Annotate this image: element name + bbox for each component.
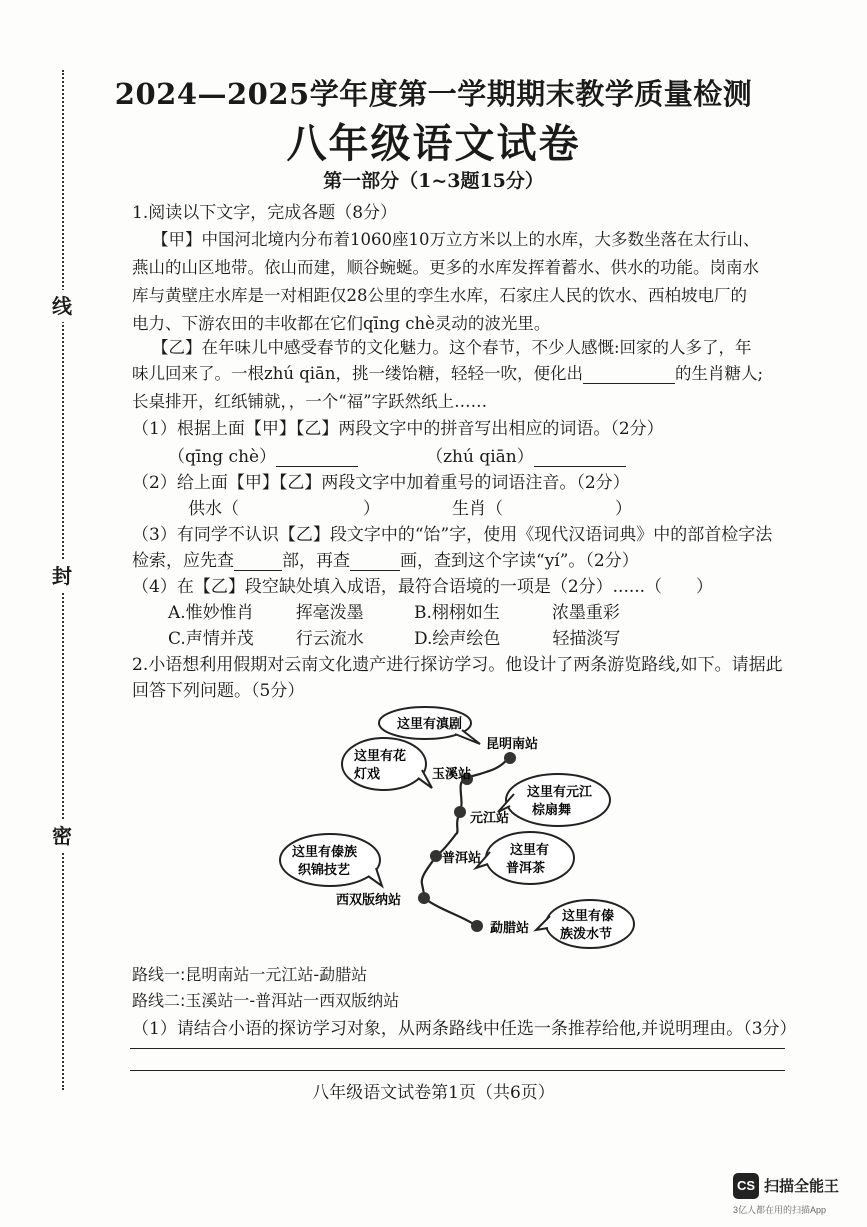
station-dot-yuanjiang <box>454 806 466 818</box>
q1-sub2-answers <box>188 494 632 519</box>
answer-blank-zhuqian[interactable] <box>534 450 626 467</box>
bubble-zhijin <box>280 834 382 886</box>
option-c[interactable] <box>168 624 364 649</box>
stroke-blank[interactable] <box>350 554 400 571</box>
bubble-huadeng-text-2: 灯戏 <box>354 767 381 782</box>
route-map <box>270 700 640 950</box>
station-kunming: 昆明南站 <box>486 737 539 752</box>
answer-line-2[interactable] <box>130 1070 785 1071</box>
bubble-zongshanwu-text-1: 这里有元江 <box>527 785 593 800</box>
q1-sub1-answers <box>168 442 626 467</box>
q1-sub4: （4）在【乙】段空缺处填入成语，最符合语境的一项是（2分）......（ ） <box>132 577 714 597</box>
q2-stem-1: 2.小语想利用假期对云南文化遗产进行探访学习。他设计了两条游览路线,如下。请据此 <box>132 655 783 675</box>
station-dot-kunming <box>504 752 516 764</box>
jia-line-3: 库与黄壁庄水库是一对相距仅28公里的孪生水库，石家庄人民的饮水、西柏坡电厂的 <box>132 286 747 305</box>
option-b[interactable] <box>414 598 620 623</box>
bubble-puercha-text-2: 普洱茶 <box>506 861 546 876</box>
option-b-text: 浓墨重彩 <box>551 603 620 623</box>
word-gongshui: 供水（ <box>188 499 239 519</box>
word-shengxiao: 生肖（ <box>452 499 503 519</box>
bubble-zongshanwu <box>498 774 610 826</box>
station-xishuangbanna: 西双版纳站 <box>336 893 402 908</box>
station-dot-puer <box>430 850 442 862</box>
option-d-text: 轻描淡写 <box>552 629 621 649</box>
jia-line-1: 【甲】中国河北境内分布着1060座10万立方米以上的水库，大多数坐落在太行山、 <box>152 230 760 249</box>
q2-sub1: （1）请结合小语的探访学习对象，从两条路线中任选一条推荐给他,并说明理由。（3分） <box>132 1019 797 1039</box>
q1-sub3-line2 <box>132 546 639 571</box>
radical-blank[interactable] <box>234 554 282 571</box>
jia-line-4: 电力、下游农田的丰收都在它们qīng chè灵动的波光里。 <box>132 314 551 333</box>
station-yuanjiang: 元江站 <box>470 811 510 826</box>
jia-line-2: 燕山的山区地带。依山而建，顺谷蜿蜒。更多的水库发挥着蓄水、供水的功能。岗南水 <box>132 258 759 277</box>
binding-char-mi: 密 <box>46 820 78 852</box>
sub3-text-2: 部，再查 <box>282 551 350 571</box>
page-footer: 八年级语文试卷第1页（共6页） <box>312 1083 555 1103</box>
pinyin-qingche: （qīng chè） <box>168 447 277 467</box>
route-1: 路线一:昆明南站一元江站-勐腊站 <box>132 965 368 984</box>
option-a-label: A.惟妙惟肖 <box>168 603 254 623</box>
option-d[interactable] <box>414 624 620 649</box>
scanner-brand: 扫描全能王 <box>764 1178 840 1195</box>
binding-char-feng: 封 <box>46 560 78 592</box>
binding-char-xian: 线 <box>46 290 78 322</box>
bubble-dianju-text: 这里有滇剧 <box>397 717 463 732</box>
bubble-huadeng-text-1: 这里有花 <box>354 749 407 764</box>
pinyin-zhuqian: （zhú qiān） <box>426 447 534 467</box>
yi-line-2-text-a: 味儿回来了。一根zhú qiān，挑一缕饴糖，轻轻一吹，便化出 <box>132 364 583 383</box>
q1-sub3-line1: （3）有同学不认识【乙】段文字中的“饴”字，使用《现代汉语词典》中的部首检字法 <box>132 525 773 545</box>
station-dot-xishuangbanna <box>418 892 430 904</box>
q1-sub1: （1）根据上面【甲】【乙】两段文字中的拼音写出相应的词语。（2分） <box>132 419 664 439</box>
camscanner-logo-icon: CS <box>733 1173 759 1199</box>
exam-title: 2024—2025学年度第一学期期末教学质量检测 <box>114 77 753 111</box>
bubble-zongshanwu-text-2: 棕扇舞 <box>532 803 572 818</box>
bubble-poshuijie-text-1: 这里有傣 <box>562 909 615 924</box>
bubble-zhijin-text-2: 织锦技艺 <box>298 863 351 878</box>
station-yuxi: 玉溪站 <box>432 767 472 782</box>
option-d-label: D.绘声绘色 <box>414 629 501 649</box>
bubble-huadeng <box>342 738 432 790</box>
bubble-poshuijie <box>536 900 634 948</box>
q1-sub2: （2）给上面【甲】【乙】两段文字中加着重号的词语注音。（2分） <box>132 473 630 493</box>
bubble-puercha-text-1: 这里有 <box>510 843 550 858</box>
paren-close-1: ） <box>363 499 380 519</box>
bubble-puercha <box>476 832 574 884</box>
option-c-text: 行云流水 <box>295 629 364 649</box>
scanner-badge <box>733 1173 851 1217</box>
station-mengla: 勐腊站 <box>490 921 530 936</box>
scanner-tagline: 3亿人都在用的扫描App <box>733 1205 827 1215</box>
yi-line-1: 【乙】在年味儿中感受春节的文化魅力。这个春节，不少人感慨:回家的人多了，年 <box>152 338 752 357</box>
q2-stem-2: 回答下列问题。（5分） <box>132 681 305 701</box>
paren-close-2: ） <box>615 499 632 519</box>
bubble-poshuijie-text-2: 族泼水节 <box>560 927 613 942</box>
station-puer: 普洱站 <box>442 851 482 866</box>
yi-line-2 <box>132 360 763 384</box>
sub3-text-1: 检索，应先查 <box>132 551 234 571</box>
part-heading: 第一部分（1~3题15分） <box>323 170 544 192</box>
yi-line-3: 长桌排开，红纸铺就，，一个“福”字跃然纸上…… <box>132 392 488 411</box>
q1-stem: 1.阅读以下文字，完成各题（8分） <box>132 203 398 223</box>
option-c-label: C.声情并茂 <box>168 629 254 649</box>
option-a-text: 挥毫泼墨 <box>295 603 364 623</box>
exam-subtitle: 八年级语文试卷 <box>286 120 581 167</box>
yi-blank[interactable] <box>583 367 675 384</box>
station-dot-mengla <box>471 920 483 932</box>
sub3-text-3: 画，查到这个字读“yí”。（2分） <box>400 551 639 571</box>
route-2: 路线二:玉溪站一-普洱站一西双版纳站 <box>132 991 400 1010</box>
answer-blank-qingche[interactable] <box>276 450 358 467</box>
answer-line-1[interactable] <box>130 1048 785 1049</box>
bubble-zhijin-text-1: 这里有傣族 <box>292 845 358 860</box>
yi-line-2-text-b: 的生肖糖人; <box>675 364 764 383</box>
option-a[interactable] <box>168 598 364 623</box>
option-b-label: B.栩栩如生 <box>414 603 500 623</box>
